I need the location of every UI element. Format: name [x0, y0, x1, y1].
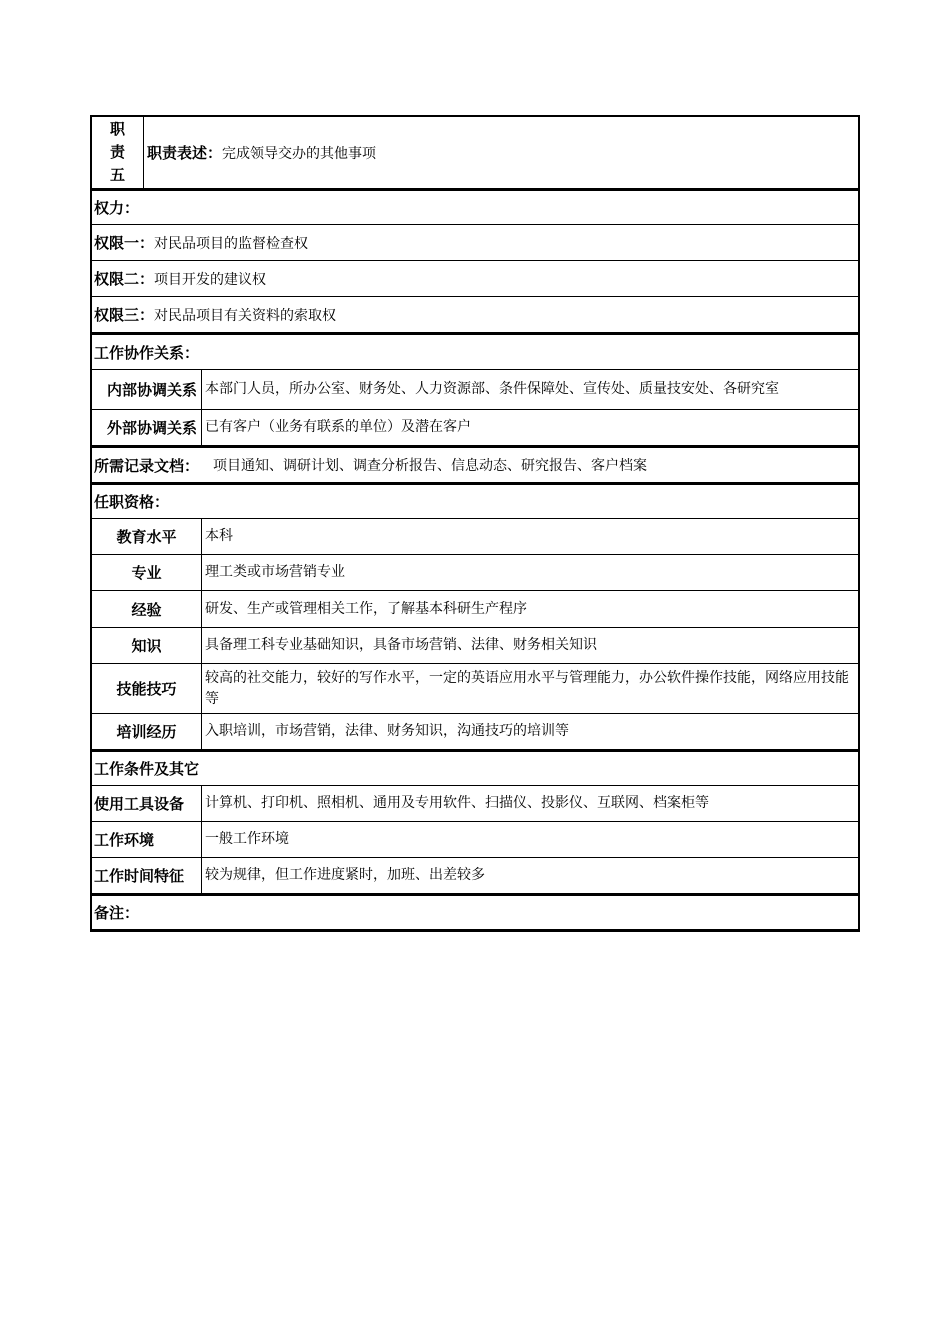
- power-item-label: 权限一：: [94, 234, 155, 252]
- duty5-label: [92, 117, 144, 188]
- duty5-label-char: 职: [109, 120, 125, 138]
- duty5-row: [90, 115, 860, 188]
- qualification-label: 教育水平: [92, 519, 202, 554]
- qualification-text: 理工类或市场营销专业: [205, 564, 345, 580]
- internal-text: 本部门人员，所办公室、财务处、人力资源部、条件保障处、宣传处、质量技安处、各研究室: [205, 381, 779, 397]
- qualification-label: 经验: [92, 591, 202, 627]
- relations-internal-row: [90, 369, 860, 409]
- condition-row: [90, 785, 860, 821]
- condition-label: 工作时间特征: [92, 858, 202, 893]
- power-item-text: 项目开发的建议权: [154, 271, 267, 288]
- job-description-table: [90, 115, 860, 932]
- relations-external-row: [90, 409, 860, 445]
- power-item-row: [90, 296, 860, 332]
- qualification-row: [90, 663, 860, 713]
- power-item-row: [90, 260, 860, 296]
- power-heading: 权力：: [94, 199, 140, 217]
- qualifications-heading: 任职资格：: [94, 493, 170, 511]
- records-text: 项目通知、调研计划、调查分析报告、信息动态、研究报告、客户档案: [213, 458, 648, 474]
- qualification-label: 技能技巧: [92, 664, 202, 713]
- power-item-text: 对民品项目的监督检查权: [154, 235, 309, 252]
- power-item-row: [90, 224, 860, 260]
- qualification-text: 研发、生产或管理相关工作，了解基本科研生产程序: [205, 600, 527, 617]
- condition-text: 计算机、打印机、照相机、通用及专用软件、扫描仪、投影仪、互联网、档案柜等: [205, 795, 709, 811]
- external-text: 已有客户（业务有联系的单位）及潜在客户: [205, 419, 471, 435]
- notes-label: 备注：: [94, 904, 140, 922]
- condition-text: 较为规律，但工作进度紧时，加班、出差较多: [205, 867, 485, 883]
- power-item-label: 权限三：: [94, 306, 155, 324]
- duty5-label-char: 责: [109, 143, 125, 161]
- duty5-desc: [144, 117, 858, 188]
- qualification-row: [90, 627, 860, 663]
- duty5-label-char: 五: [109, 166, 125, 184]
- qualification-row: [90, 713, 860, 749]
- condition-text: 一般工作环境: [205, 831, 289, 847]
- power-item-text: 对民品项目有关资料的索取权: [154, 307, 337, 324]
- power-item-label: 权限二：: [94, 270, 155, 288]
- relations-heading-row: [90, 332, 860, 369]
- internal-label: 内部协调关系: [92, 370, 202, 409]
- qualification-text: 本科: [205, 528, 233, 544]
- duty5-desc-text: 完成领导交办的其他事项: [222, 145, 377, 162]
- qualification-label: 知识: [92, 628, 202, 663]
- qualification-text: 较高的社交能力，较好的写作水平，一定的英语应用水平与管理能力，办公软件操作技能，网络应用技能等: [205, 669, 849, 707]
- qualification-label: 专业: [92, 555, 202, 590]
- qualification-label: 培训经历: [92, 714, 202, 749]
- condition-row: [90, 821, 860, 857]
- qualification-row: [90, 554, 860, 590]
- records-label: 所需记录文档：: [94, 456, 200, 475]
- condition-label: 工作环境: [92, 822, 202, 857]
- qualification-text: 具备理工科专业基础知识，具备市场营销、法律、财务相关知识: [205, 637, 597, 653]
- external-label: 外部协调关系: [92, 410, 202, 445]
- condition-row: [90, 857, 860, 893]
- qualification-row: [90, 518, 860, 554]
- conditions-heading: 工作条件及其它: [94, 760, 200, 778]
- power-heading-row: [90, 188, 860, 224]
- duty5-desc-label: 职责表述：: [147, 144, 223, 162]
- qualifications-heading-row: [90, 482, 860, 518]
- notes-row: [90, 893, 860, 932]
- records-row: [90, 445, 860, 482]
- relations-heading: 工作协作关系：: [94, 343, 200, 362]
- qualification-row: [90, 590, 860, 627]
- qualification-text: 入职培训，市场营销，法律、财务知识，沟通技巧的培训等: [205, 723, 569, 739]
- condition-label: 使用工具设备: [92, 786, 202, 821]
- conditions-heading-row: [90, 749, 860, 785]
